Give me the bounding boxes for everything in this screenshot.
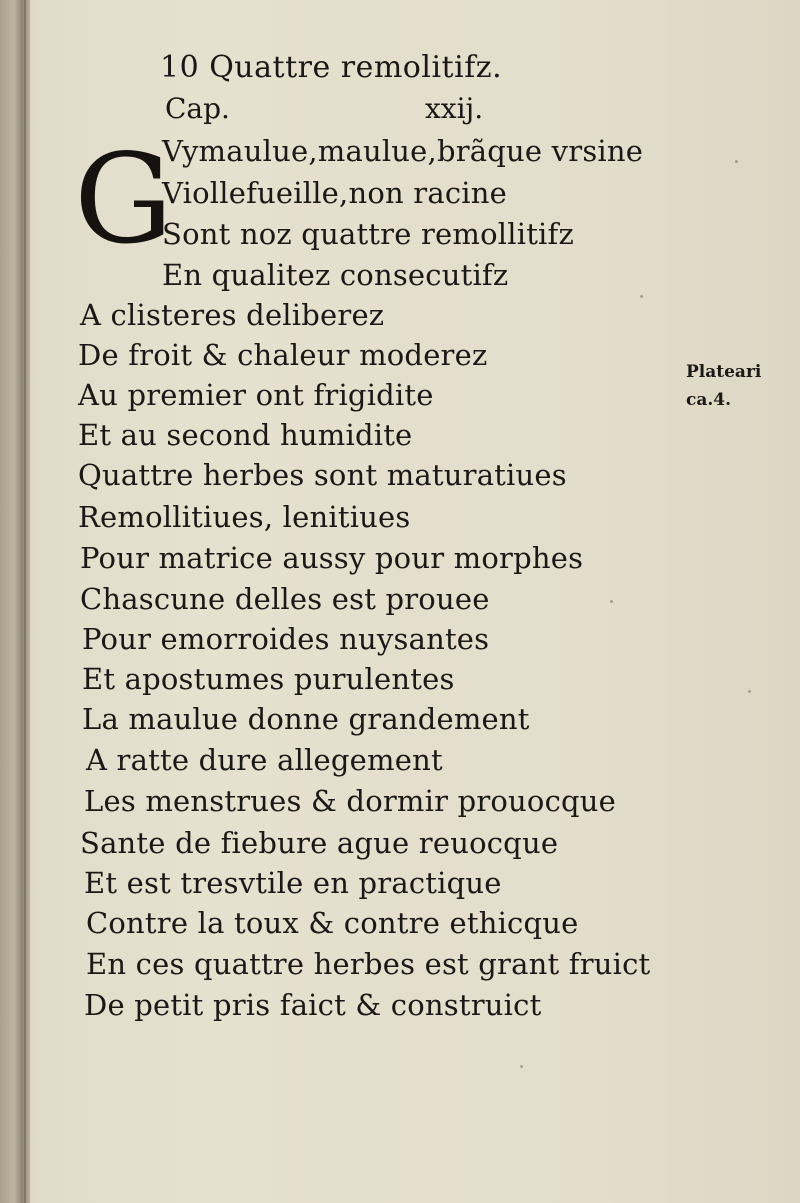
verse-line: De petit pris faict & construict [84, 988, 542, 1022]
verse-line: A clisteres deliberez [80, 298, 385, 332]
verse-line: Chascune delles est prouee [80, 582, 490, 616]
verse-line: La maulue donne grandement [82, 702, 530, 736]
verse-line: Et apostumes purulentes [82, 662, 455, 696]
chapter-label: Cap. [165, 92, 230, 125]
verse-line: Pour emorroides nuysantes [82, 622, 490, 656]
verse-line: Au premier ont frigidite [78, 378, 434, 412]
verse-line: Viollefueille,non racine [162, 176, 507, 210]
verse-line: Sont noz quattre remollitifz [162, 217, 574, 251]
verse-line: En qualitez consecutifz [162, 258, 509, 292]
verse-line: Contre la toux & contre ethicque [86, 906, 579, 940]
paper-speck [748, 690, 751, 693]
chapter-number: xxij. [425, 92, 484, 125]
gutter-fold [24, 0, 26, 1203]
margin-note-line: ca.4. [686, 390, 732, 410]
verse-line: Et est tresvtile en practique [84, 866, 502, 900]
verse-line: Vymaulue,maulue,brãque vrsine [162, 134, 644, 168]
margin-note-line: Plateari [686, 362, 762, 382]
verse-line: Pour matrice aussy pour morphes [80, 541, 584, 575]
verse-line: Remollitiues, lenitiues [78, 500, 411, 534]
paper-speck [640, 295, 643, 298]
verse-line: Sante de fiebure ague reuocque [80, 826, 559, 860]
verse-line: A ratte dure allegement [86, 743, 443, 777]
paper-speck [735, 160, 738, 163]
verse-line: Quattre herbes sont maturatiues [78, 458, 567, 492]
verse-line: Et au second humidite [78, 418, 413, 452]
margin-note [686, 358, 761, 414]
verse-line: Les menstrues & dormir prouocque [84, 784, 617, 818]
paper-speck [520, 1065, 523, 1068]
paper-speck [610, 600, 613, 603]
drop-capital: G [74, 128, 174, 272]
verse-line: De froit & chaleur moderez [78, 338, 488, 372]
verse-line: En ces quattre herbes est grant fruict [86, 947, 651, 981]
running-header: 10 Quattre remolitifz. [160, 50, 503, 85]
